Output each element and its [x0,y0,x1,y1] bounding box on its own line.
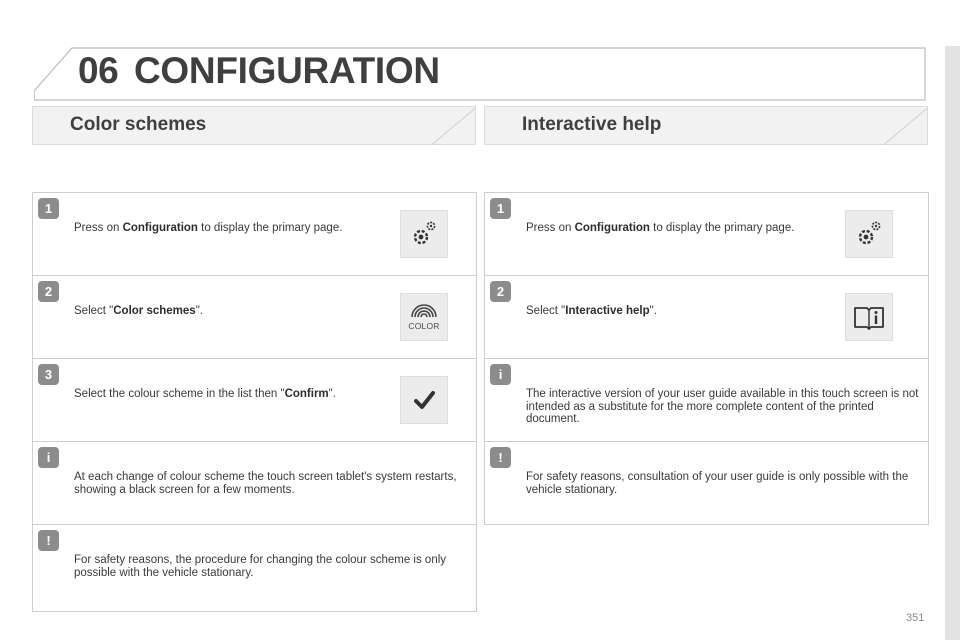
step-badge: 1 [38,198,59,219]
page-side-strip [945,46,960,640]
step-text: Select "Color schemes". [74,305,203,317]
color-schemes-panel [32,192,477,612]
step-badge: 3 [38,364,59,385]
info-icon: i [490,364,511,385]
warning-row [485,442,928,524]
info-row [33,442,476,525]
page-number: 351 [906,612,925,624]
step-badge: 2 [38,281,59,302]
section-title-interactive-help: Interactive help [522,114,662,135]
chapter-title: CONFIGURATION [134,50,440,91]
section-title-color-schemes: Color schemes [70,114,207,135]
gear-icon [400,210,448,258]
step-text: Press on Configuration to display the primary page. [74,222,343,234]
step-text: Select the colour scheme in the list then "Confirm". [74,388,336,400]
step-row [485,276,928,359]
step-badge: 2 [490,281,511,302]
warning-icon: ! [38,530,59,551]
step-text: Press on Configuration to display the primary page. [526,222,795,234]
warning-row [33,525,476,611]
step-row [485,193,928,276]
step-row [33,276,476,359]
warning-text: For safety reasons, the procedure for changing the colour scheme is only possible with the vehicle stationary. [74,554,447,579]
color-icon-label: COLOR [408,321,440,331]
info-row [485,359,928,442]
gear-icon [845,210,893,258]
info-text: At each change of colour scheme the touch screen tablet's system restarts, showing a black screen for a few moments. [74,471,457,496]
info-text: The interactive version of your user guide available in this touch screen is not intended as a substitute for the more complete content of the printed document. [526,388,919,425]
guide-book-icon [845,293,893,341]
step-row [33,193,476,276]
warning-icon: ! [490,447,511,468]
interactive-help-panel [484,192,929,525]
section-header-interactive-help [484,106,928,145]
section-header-color-schemes [32,106,476,145]
step-text: Select "Interactive help". [526,305,657,317]
chapter-header [34,47,926,101]
checkmark-icon [400,376,448,424]
step-row [33,359,476,442]
chapter-number: 06 [78,50,119,91]
info-icon: i [38,447,59,468]
color-icon [400,293,448,341]
warning-text: For safety reasons, consultation of your user guide is only possible with the vehicle stationary. [526,471,909,496]
step-badge: 1 [490,198,511,219]
